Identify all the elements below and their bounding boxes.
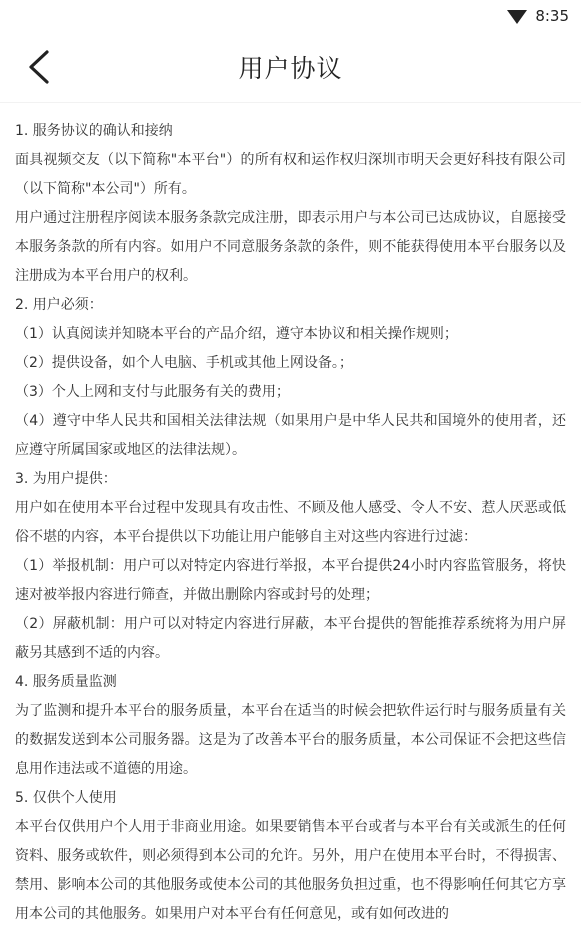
status-time: 8:35 [535,7,569,25]
list-item: （4）遵守中华人民共和国相关法律法规（如果用户是中华人民共和国境外的使用者，还应遵守所属国家或地区的法律法规）。 [15,413,566,458]
section-heading: 2. 用户必须： [15,297,103,313]
list-item: （1）举报机制：用户可以对特定内容进行举报，本平台提供24小时内容监管服务，将快速对被举报内容进行筛查，并做出删除内容或封号的处理； [15,558,566,603]
paragraph: 用户通过注册程序阅读本服务条款完成注册，即表示用户与本公司已达成协议，自愿接受本服务条款的所有内容。如用户不同意服务条款的条件，则不能获得使用本平台服务以及注册成为本平台用户的权利。 [15,210,566,284]
paragraph: 面具视频交友（以下简称"本平台"）的所有权和运作权归深圳市明天会更好科技有限公司（以下简称"本公司"）所有。 [15,152,566,197]
list-item: （3）个人上网和支付与此服务有关的费用； [15,384,290,400]
list-item: （2）提供设备，如个人电脑、手机或其他上网设备。； [15,355,353,371]
agreement-content[interactable] [0,103,581,929]
chevron-left-icon [25,49,55,85]
section-heading: 1. 服务协议的确认和接纳 [15,123,173,139]
status-bar [0,0,581,32]
wifi-icon [507,10,527,24]
paragraph: 本平台仅供用户个人用于非商业用途。如果要销售本平台或者与本平台有关或派生的任何资料、服务或软件，则必须得到本公司的允许。另外，用户在使用本平台时，不得损害、禁用、影响本公司的其他服务或使本公司的其他服务负担过重，也不得影响任何其它方享用本公司的其他服务。如果用户对本平台有任何意见，或有如何改进的 [15,819,566,922]
section-heading: 4. 服务质量监测 [15,674,117,690]
section-heading: 3. 为用户提供： [15,471,117,487]
section-heading: 5. 仅供个人使用 [15,790,117,806]
list-item: （2）屏蔽机制：用户可以对特定内容进行屏蔽，本平台提供的智能推荐系统将为用户屏蔽另其感到不适的内容。 [15,616,566,661]
app-header [0,32,581,102]
paragraph: 为了监测和提升本平台的服务质量，本平台在适当的时候会把软件运行时与服务质量有关的数据发送到本公司服务器。这是为了改善本平台的服务质量，本公司保证不会把这些信息用作违法或不道德的用途。 [15,703,566,777]
page-title: 用户协议 [238,54,343,83]
back-button[interactable] [22,49,58,85]
list-item: （1）认真阅读并知晓本平台的产品介绍，遵守本协议和相关操作规则； [15,326,458,342]
paragraph: 用户如在使用本平台过程中发现具有攻击性、不顾及他人感受、令人不安、惹人厌恶或低俗不堪的内容，本平台提供以下功能让用户能够自主对这些内容进行过滤： [15,500,566,545]
